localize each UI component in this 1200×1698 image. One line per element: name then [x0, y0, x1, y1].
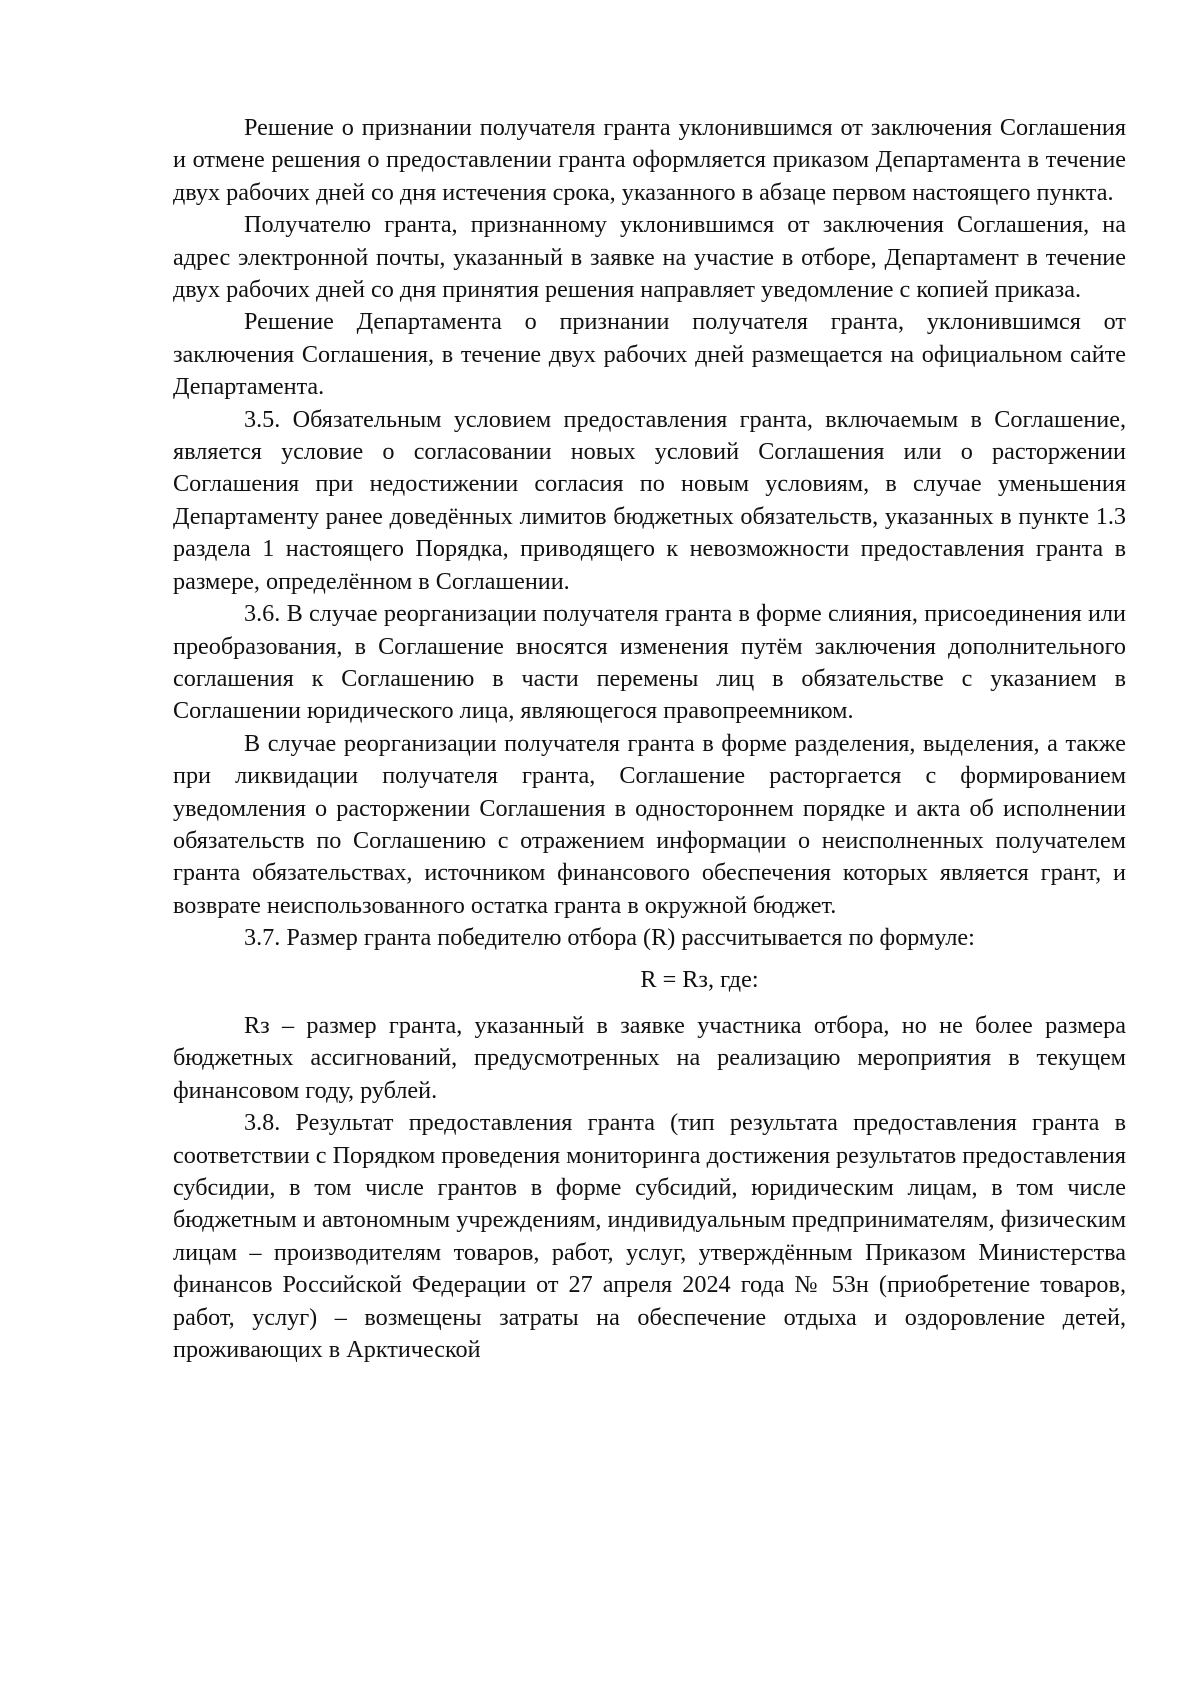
- paragraph-clause-3-7: 3.7. Размер гранта победителю отбора (R) рассчитывается по формуле:: [244, 924, 975, 952]
- paragraph-clause-3-8: 3.8. Результат предоставления гранта (тип результата предоставления гранта в соответствии с Порядком проведения мониторинга достижения результатов предоставления субсидии, в том числе грантов в форме субсидий, юридическим лицам, в том числе бюджетным и автономным учреждениям, индивидуальным предпринимателям, физическим лицам – производителям товаров, работ, услуг, утверждённым Приказом Министерства финансов Российской Федерации от 27 апреля 2024 года № 53н (приобретение товаров, работ, услуг) – возмещены затраты на обеспечение отдыха и оздоровление детей, проживающих в Арктической: [173, 1109, 1126, 1364]
- paragraph-rz-definition: Rз – размер гранта, указанный в заявке участника отбора, но не более размера бюджетных ассигнований, предусмотренных на реализацию мероприятия в текущем финансовом году, рублей.: [173, 1011, 1126, 1104]
- paragraph-reorganization: В случае реорганизации получателя гранта в форме разделения, выделения, а также при ликвидации получателя гранта, Соглашение расторгается с формированием уведомления о расторжении Соглашения в одностороннем порядке и акта об исполнении обязательств по Соглашению с отражением информации о неисполненных получателем гранта обязательствах, источником финансового обеспечения которых является грант, и возврате неиспользованного остатка гранта в окружной бюджет.: [173, 729, 1126, 919]
- paragraph-publication: Решение Департамента о признании получателя гранта, уклонившимся от заключения Соглашения, в течение двух рабочих дней размещается на официальном сайте Департамента.: [173, 308, 1126, 401]
- paragraph-clause-3-5: 3.5. Обязательным условием предоставления гранта, включаемым в Соглашение, является условие о согласовании новых условий Соглашения или о расторжении Соглашения при недостижении согласия по новым условиям, в случае уменьшения Департаменту ранее доведённых лимитов бюджетных обязательств, указанных в пункте 1.3 раздела 1 настоящего Порядка, приводящего к невозможности предоставления гранта в размере, определённом в Соглашении.: [173, 405, 1126, 595]
- grant-formula: R = Rз, где:: [640, 965, 759, 993]
- paragraph-evasion-decision: Решение о признании получателя гранта уклонившимся от заключения Соглашения и отмене решения о предоставлении гранта оформляется приказом Департамента в течение двух рабочих дней со дня истечения срока, указанного в абзаце первом настоящего пункта.: [173, 114, 1126, 206]
- paragraph-clause-3-6: 3.6. В случае реорганизации получателя гранта в форме слияния, присоединения или преобразования, в Соглашение вносятся изменения путём заключения дополнительного соглашения к Соглашению в части перемены лиц в обязательстве с указанием в Соглашении юридического лица, являющегося правопреемником.: [173, 600, 1126, 725]
- document-page: [173, 112, 1126, 1366]
- paragraph-notification: Получателю гранта, признанному уклонившимся от заключения Соглашения, на адрес электронной почты, указанный в заявке на участие в отборе, Департамент в течение двух рабочих дней со дня принятия решения направляет уведомление с копией приказа.: [173, 211, 1126, 304]
